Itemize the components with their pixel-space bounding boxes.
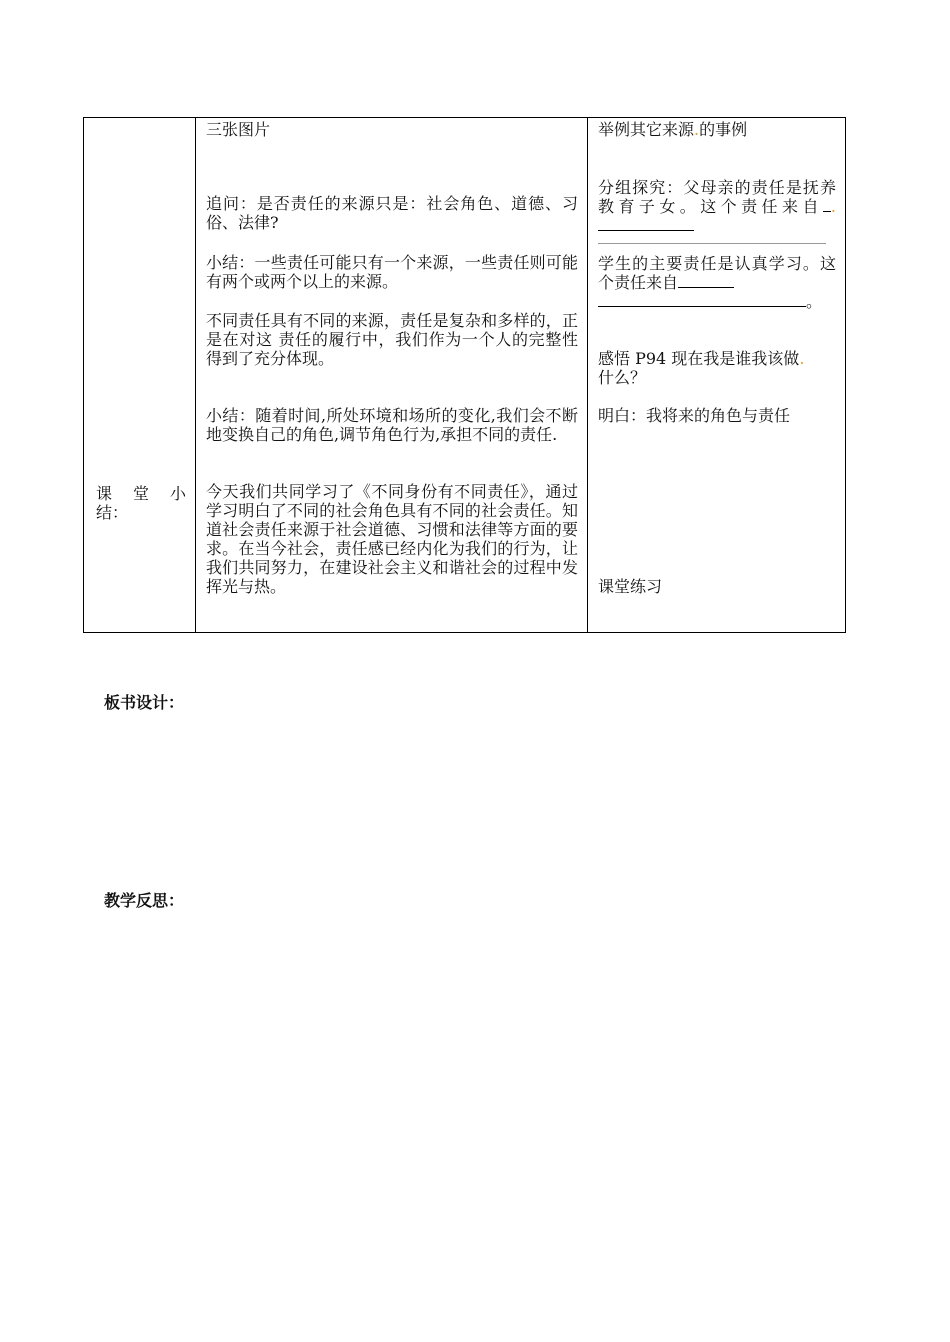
middle-p5: 小结：随着时间,所处环境和场所的变化,我们会不断地变换自己的角色,调节角色行为,承担不同的责任. xyxy=(206,406,578,444)
marker-dot: . xyxy=(694,120,700,139)
row-label xyxy=(96,484,186,522)
right-p4 xyxy=(598,349,836,387)
right-p1 xyxy=(598,120,836,139)
middle-p1: 三张图片 xyxy=(206,120,271,139)
right-p4-b: 什么？ xyxy=(598,368,647,387)
middle-p4: 不同责任具有不同的来源，责任是复杂和多样的，正是在对这 责任的履行中，我们作为一个人的完整性得到了充分体现。 xyxy=(206,311,578,368)
teacher-activity-column xyxy=(196,118,588,632)
label-char-3: 小 xyxy=(169,484,186,503)
middle-p3: 小结：一些责任可能只有一个来源，一些责任则可能有两个或两个以上的来源。 xyxy=(206,253,578,291)
right-p1-a: 举例其它来源 xyxy=(598,120,695,139)
label-column xyxy=(84,118,196,632)
label-char-1: 课 xyxy=(96,484,113,503)
right-p2 xyxy=(598,178,836,244)
blank-line xyxy=(598,292,806,307)
board-design-heading: 板书设计： xyxy=(104,693,185,712)
blank-line xyxy=(678,273,734,288)
blank-line xyxy=(598,216,694,231)
right-p4-a: 感悟 P94 现在我是谁我该做 xyxy=(598,349,800,368)
marker-dot: . xyxy=(830,197,836,216)
right-p2-a: 分组探究：父母亲的责任是抚养教育子女。这个责任来自 xyxy=(598,178,836,216)
row-label-line1 xyxy=(96,484,186,503)
student-activity-column xyxy=(588,118,845,632)
right-p5: 明白：我将来的角色与责任 xyxy=(598,406,791,425)
middle-p6: 今天我们共同学习了《不同身份有不同责任》，通过学习明白了不同的社会角色具有不同的社会责任。知道社会责任来源于社会道德、习惯和法律等方面的要求。在当今社会，责任感已经内化为我们的行为，让我们共同努力，在建设社会主义和谐社会的过程中发挥光与热。 xyxy=(206,482,578,596)
middle-p2: 追问：是否责任的来源只是：社会角色、道德、习俗、法律? xyxy=(206,194,578,232)
right-p6: 课堂练习 xyxy=(598,577,663,596)
row-label-line2: 结： xyxy=(96,503,129,522)
marker-dot: . xyxy=(799,349,805,368)
right-p1-b: 的事例 xyxy=(699,120,748,139)
right-p3-b: 。 xyxy=(806,292,823,311)
blank-line xyxy=(823,197,831,212)
label-char-2: 堂 xyxy=(132,484,149,503)
lesson-table xyxy=(83,117,846,633)
teaching-reflection-heading: 教学反思： xyxy=(104,891,185,910)
right-p3 xyxy=(598,254,836,311)
right-p3-a: 学生的主要责任是认真学习。这个责任来自 xyxy=(598,254,836,292)
blank-line xyxy=(598,235,826,244)
